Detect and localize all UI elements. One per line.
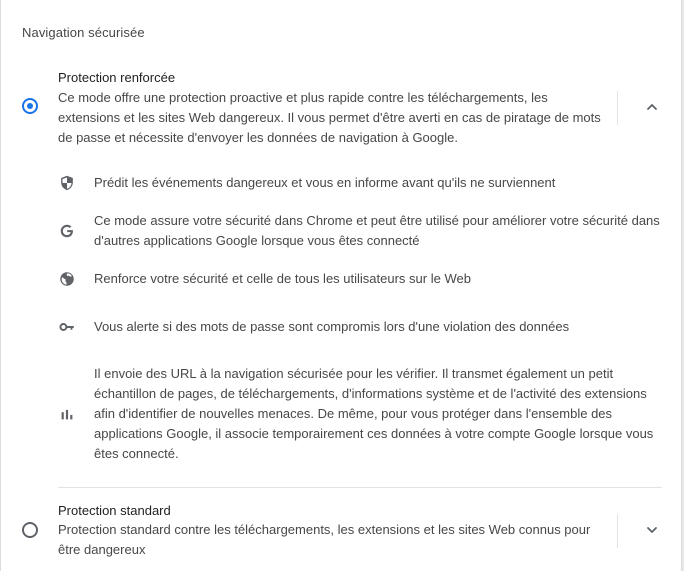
enhanced-protection-radio[interactable] <box>22 98 38 114</box>
expand-standard-button[interactable] <box>636 514 668 546</box>
chevron-up-icon <box>645 100 659 114</box>
vertical-divider <box>617 514 618 548</box>
feature-item: Vous alerte si des mots de passe sont compromis lors d'une violation des données <box>57 317 667 337</box>
bar-chart-icon <box>57 404 77 424</box>
feature-item: Ce mode assure votre sécurité dans Chrome et peut être utilisé pour améliorer votre sécurité dans d'autres applications Google lorsque vous êtes connecté <box>57 211 667 251</box>
option-divider <box>58 487 662 488</box>
shield-icon <box>57 173 77 193</box>
key-icon <box>57 317 77 337</box>
feature-item: Prédit les événements dangereux et vous en informe avant qu'ils ne surviennent <box>57 173 667 193</box>
chevron-down-icon <box>645 523 659 537</box>
enhanced-protection-description: Ce mode offre une protection proactive et plus rapide contre les téléchargements, les extensions et les sites Web dangereux. Il vous permet d'être averti en cas de piratage de mots de passe et nécessite d'envoyer les données de navigation à Google. <box>58 90 601 145</box>
enhanced-protection-label: Protection renforcée <box>58 70 176 85</box>
collapse-enhanced-button[interactable] <box>636 91 668 123</box>
standard-protection-label: Protection standard <box>58 503 171 518</box>
section-title: Navigation sécurisée <box>22 25 145 40</box>
google-g-icon <box>57 221 77 241</box>
globe-icon <box>57 269 77 289</box>
standard-protection-radio[interactable] <box>22 522 38 538</box>
standard-protection-description: Protection standard contre les téléchargements, les extensions et les sites Web connus pour être dangereux <box>58 522 591 557</box>
vertical-divider <box>617 91 618 125</box>
feature-item: Renforce votre sécurité et celle de tous les utilisateurs sur le Web <box>57 269 667 289</box>
feature-item: Il envoie des URL à la navigation sécurisée pour les vérifier. Il transmet également un petit échantillon de pages, de téléchargements, d'informations système et de l'activité des extensions afin d'identifier de nouvelles menaces. De même, pour vous protéger dans l'ensemble des applications Google, il associe temporairement ces données à votre compte Google lorsque vous êtes connecté. <box>57 364 667 464</box>
